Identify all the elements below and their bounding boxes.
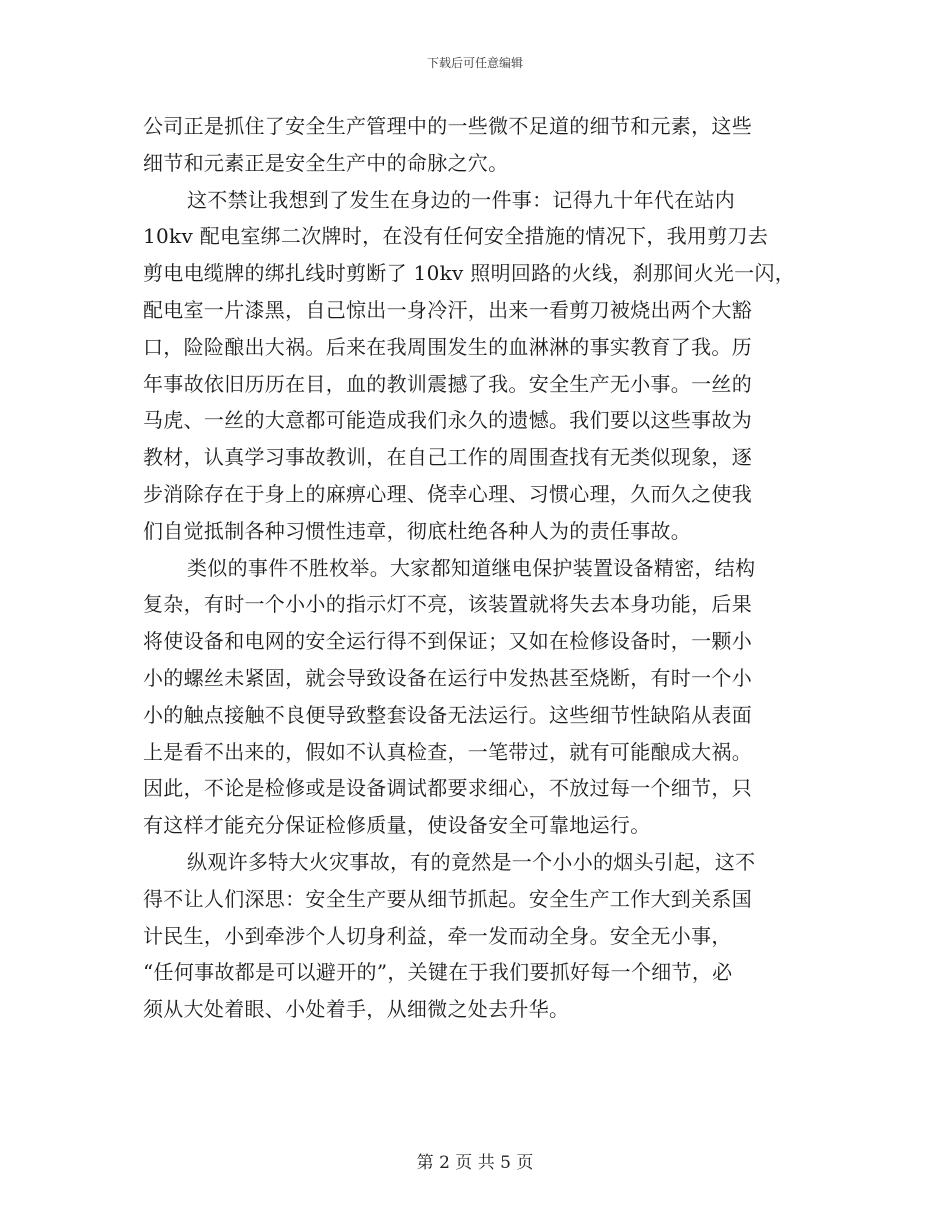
body-text-line: 细节和元素正是安全生产中的命脉之穴。 xyxy=(143,150,509,175)
body-text-line: 步消除存在于身上的麻痹心理、侥幸心理、习惯心理，久而久之使我 xyxy=(143,481,752,506)
body-text-line: 因此，不论是检修或是设备调试都要求细心，不放过每一个细节，只 xyxy=(143,776,752,801)
body-text-line: 马虎、一丝的大意都可能造成我们永久的遗憾。我们要以这些事故为 xyxy=(143,408,752,433)
body-text-line: 口，险险酿出大祸。后来在我周围发生的血淋淋的事实教育了我。历 xyxy=(143,334,752,359)
body-text-line: 须从大处着眼、小处着手，从细微之处去升华。 xyxy=(143,997,570,1022)
page-header-note: 下载后可任意编辑 xyxy=(426,56,523,70)
body-text-line: 10kv 配电室绑二次牌时，在没有任何安全措施的情况下，我用剪刀去 xyxy=(143,224,769,249)
body-text-line: 将使设备和电网的安全运行得不到保证；又如在检修设备时，一颗小 xyxy=(143,629,752,654)
body-text-line: 上是看不出来的，假如不认真检查，一笔带过，就有可能酿成大祸。 xyxy=(143,739,752,764)
body-text-line: 纵观许多特大火灾事故，有的竟然是一个小小的烟头引起，这不 xyxy=(187,849,756,874)
body-text-line: 这不禁让我想到了发生在身边的一件事：记得九十年代在站内 xyxy=(187,187,736,212)
body-text-line: 得不让人们深思：安全生产要从细节抓起。安全生产工作大到关系国 xyxy=(143,886,752,911)
body-text-line: 公司正是抓住了安全生产管理中的一些微不足道的细节和元素，这些 xyxy=(143,114,752,138)
body-text-line: 小的螺丝未紧固，就会导致设备在运行中发热甚至烧断，有时一个小 xyxy=(143,665,752,690)
body-text-line: 有这样才能充分保证检修质量，使设备安全可靠地运行。 xyxy=(143,813,651,838)
body-text-line: 配电室一片漆黑，自己惊出一身冷汗，出来一看剪刀被烧出两个大豁 xyxy=(143,297,752,322)
body-text-line: 复杂，有时一个小小的指示灯不亮，该装置就将失去本身功能，后果 xyxy=(143,592,752,617)
body-text-line: 年事故依旧历历在目，血的教训震撼了我。安全生产无小事。一丝的 xyxy=(143,371,752,396)
body-text-line: 类似的事件不胜枚举。大家都知道继电保护装置设备精密，结构 xyxy=(187,555,756,580)
body-text-line: “任何事故都是可以避开的”，关键在于我们要抓好每一个细节，必 xyxy=(143,960,733,985)
body-text-line: 教材，认真学习事故教训，在自己工作的周围查找有无类似现象，逐 xyxy=(143,445,752,470)
page-number-footer: 第 2 页 共 5 页 xyxy=(416,1153,534,1173)
body-text-line: 小的触点接触不良便导致整套设备无法运行。这些细节性缺陷从表面 xyxy=(143,702,752,727)
document-body xyxy=(143,108,809,1028)
body-text-line: 们自觉抵制各种习惯性违章，彻底杜绝各种人为的责任事故。 xyxy=(143,518,692,543)
body-text-line: 计民生，小到牵涉个人切身利益，牵一发而动全身。安全无小事， xyxy=(143,923,732,948)
body-text-line: 剪电电缆牌的绑扎线时剪断了 10kv 照明回路的火线，刹那间火光一闪， xyxy=(143,261,796,286)
